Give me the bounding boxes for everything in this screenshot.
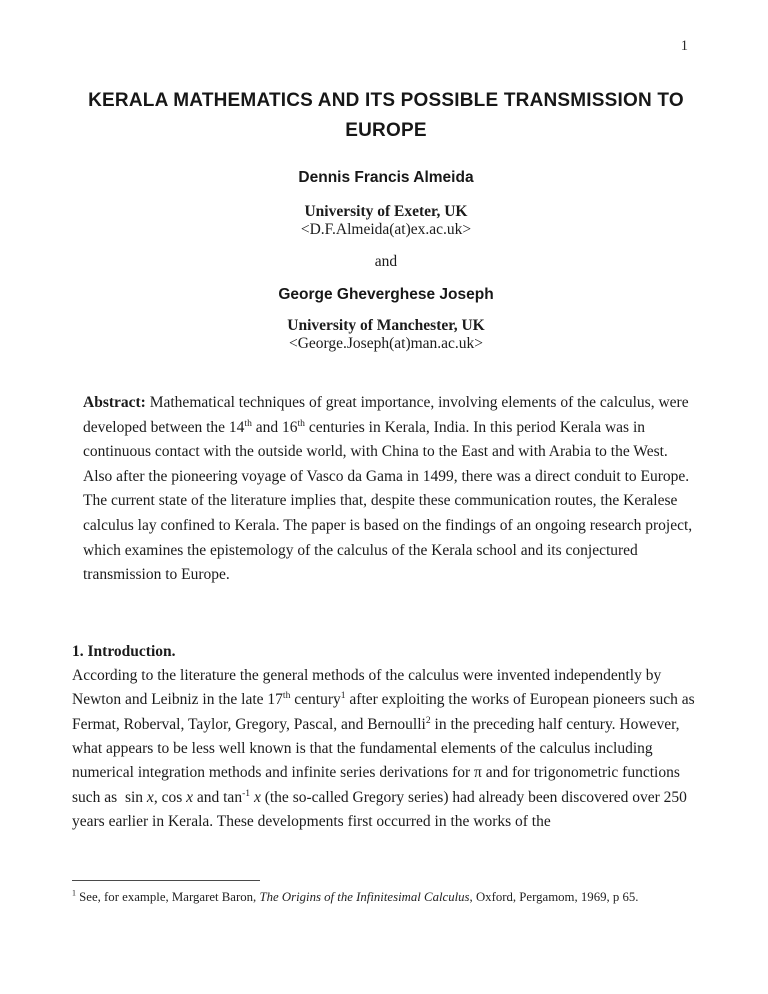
introduction-paragraph: According to the literature the general methods of the calculus were invented independently by Newton and Leibniz in the late 17th century$^1$ after exploiting the works of European pioneers such as Fermat, Roberval, Taylor, Gregory, Pascal, and Bernoulli$^2$ in the preceding half century. However, what appears to be less well known is that the fundamental elements of the calculus including numerical integration methods and infinite series derivations for π and for trigonometric functions such as sin x, cos x and $\tan^{-1} x$ (the so-called Gregory series) had already been discovered over 250 years earlier in Kerala. These developments first occurred in the works of the [72,666,695,831]
paper-title-line-1: KERALA MATHEMATICS AND ITS POSSIBLE TRANSMISSION TO [88,90,684,111]
page-number: 1 [680,38,688,54]
author-2-name: George Gheverghese Joseph [278,286,494,303]
abstract-paragraph: Abstract: Mathematical techniques of great importance, involving elements of the calculus, were developed between the 14th and 16th centuries in Kerala, India. In this period Kerala was in continuous contact with the outside world, with China to the East and with Arabia to the West. Also after the pioneering voyage of Vasco da Gama in 1499, there was a direct conduit to Europe. The current state of the literature implies that, despite these communication routes, the Keralese calculus lay confined to Kerala. The paper is based on the findings of an ongoing research project, which examines the epistemology of the calculus of the Kerala school and its conjectured transmission to Europe. [83,394,693,584]
section-heading-introduction: 1. Introduction. [72,642,176,660]
paper-title [72,86,700,146]
author-2-affiliation: University of Manchester, UK [287,317,485,334]
author-1-email: <D.F.Almeida(at)ex.ac.uk> [300,221,472,238]
author-1-affiliation: University of Exeter, UK [304,203,468,220]
author-connector: and [374,253,398,270]
author-1-name: Dennis Francis Almeida [298,169,474,186]
footnote-separator [72,880,260,881]
footnote-1: $^1$ See, for example, Margaret Baron, The Origins of the Infinitesimal Calculus, Oxford, Pergamom, 1969, p 65. [72,888,639,904]
author-block [72,168,700,353]
paper-title-line-2: EUROPE [345,120,427,141]
author-2-email: <George.Joseph(at)man.ac.uk> [288,335,484,352]
